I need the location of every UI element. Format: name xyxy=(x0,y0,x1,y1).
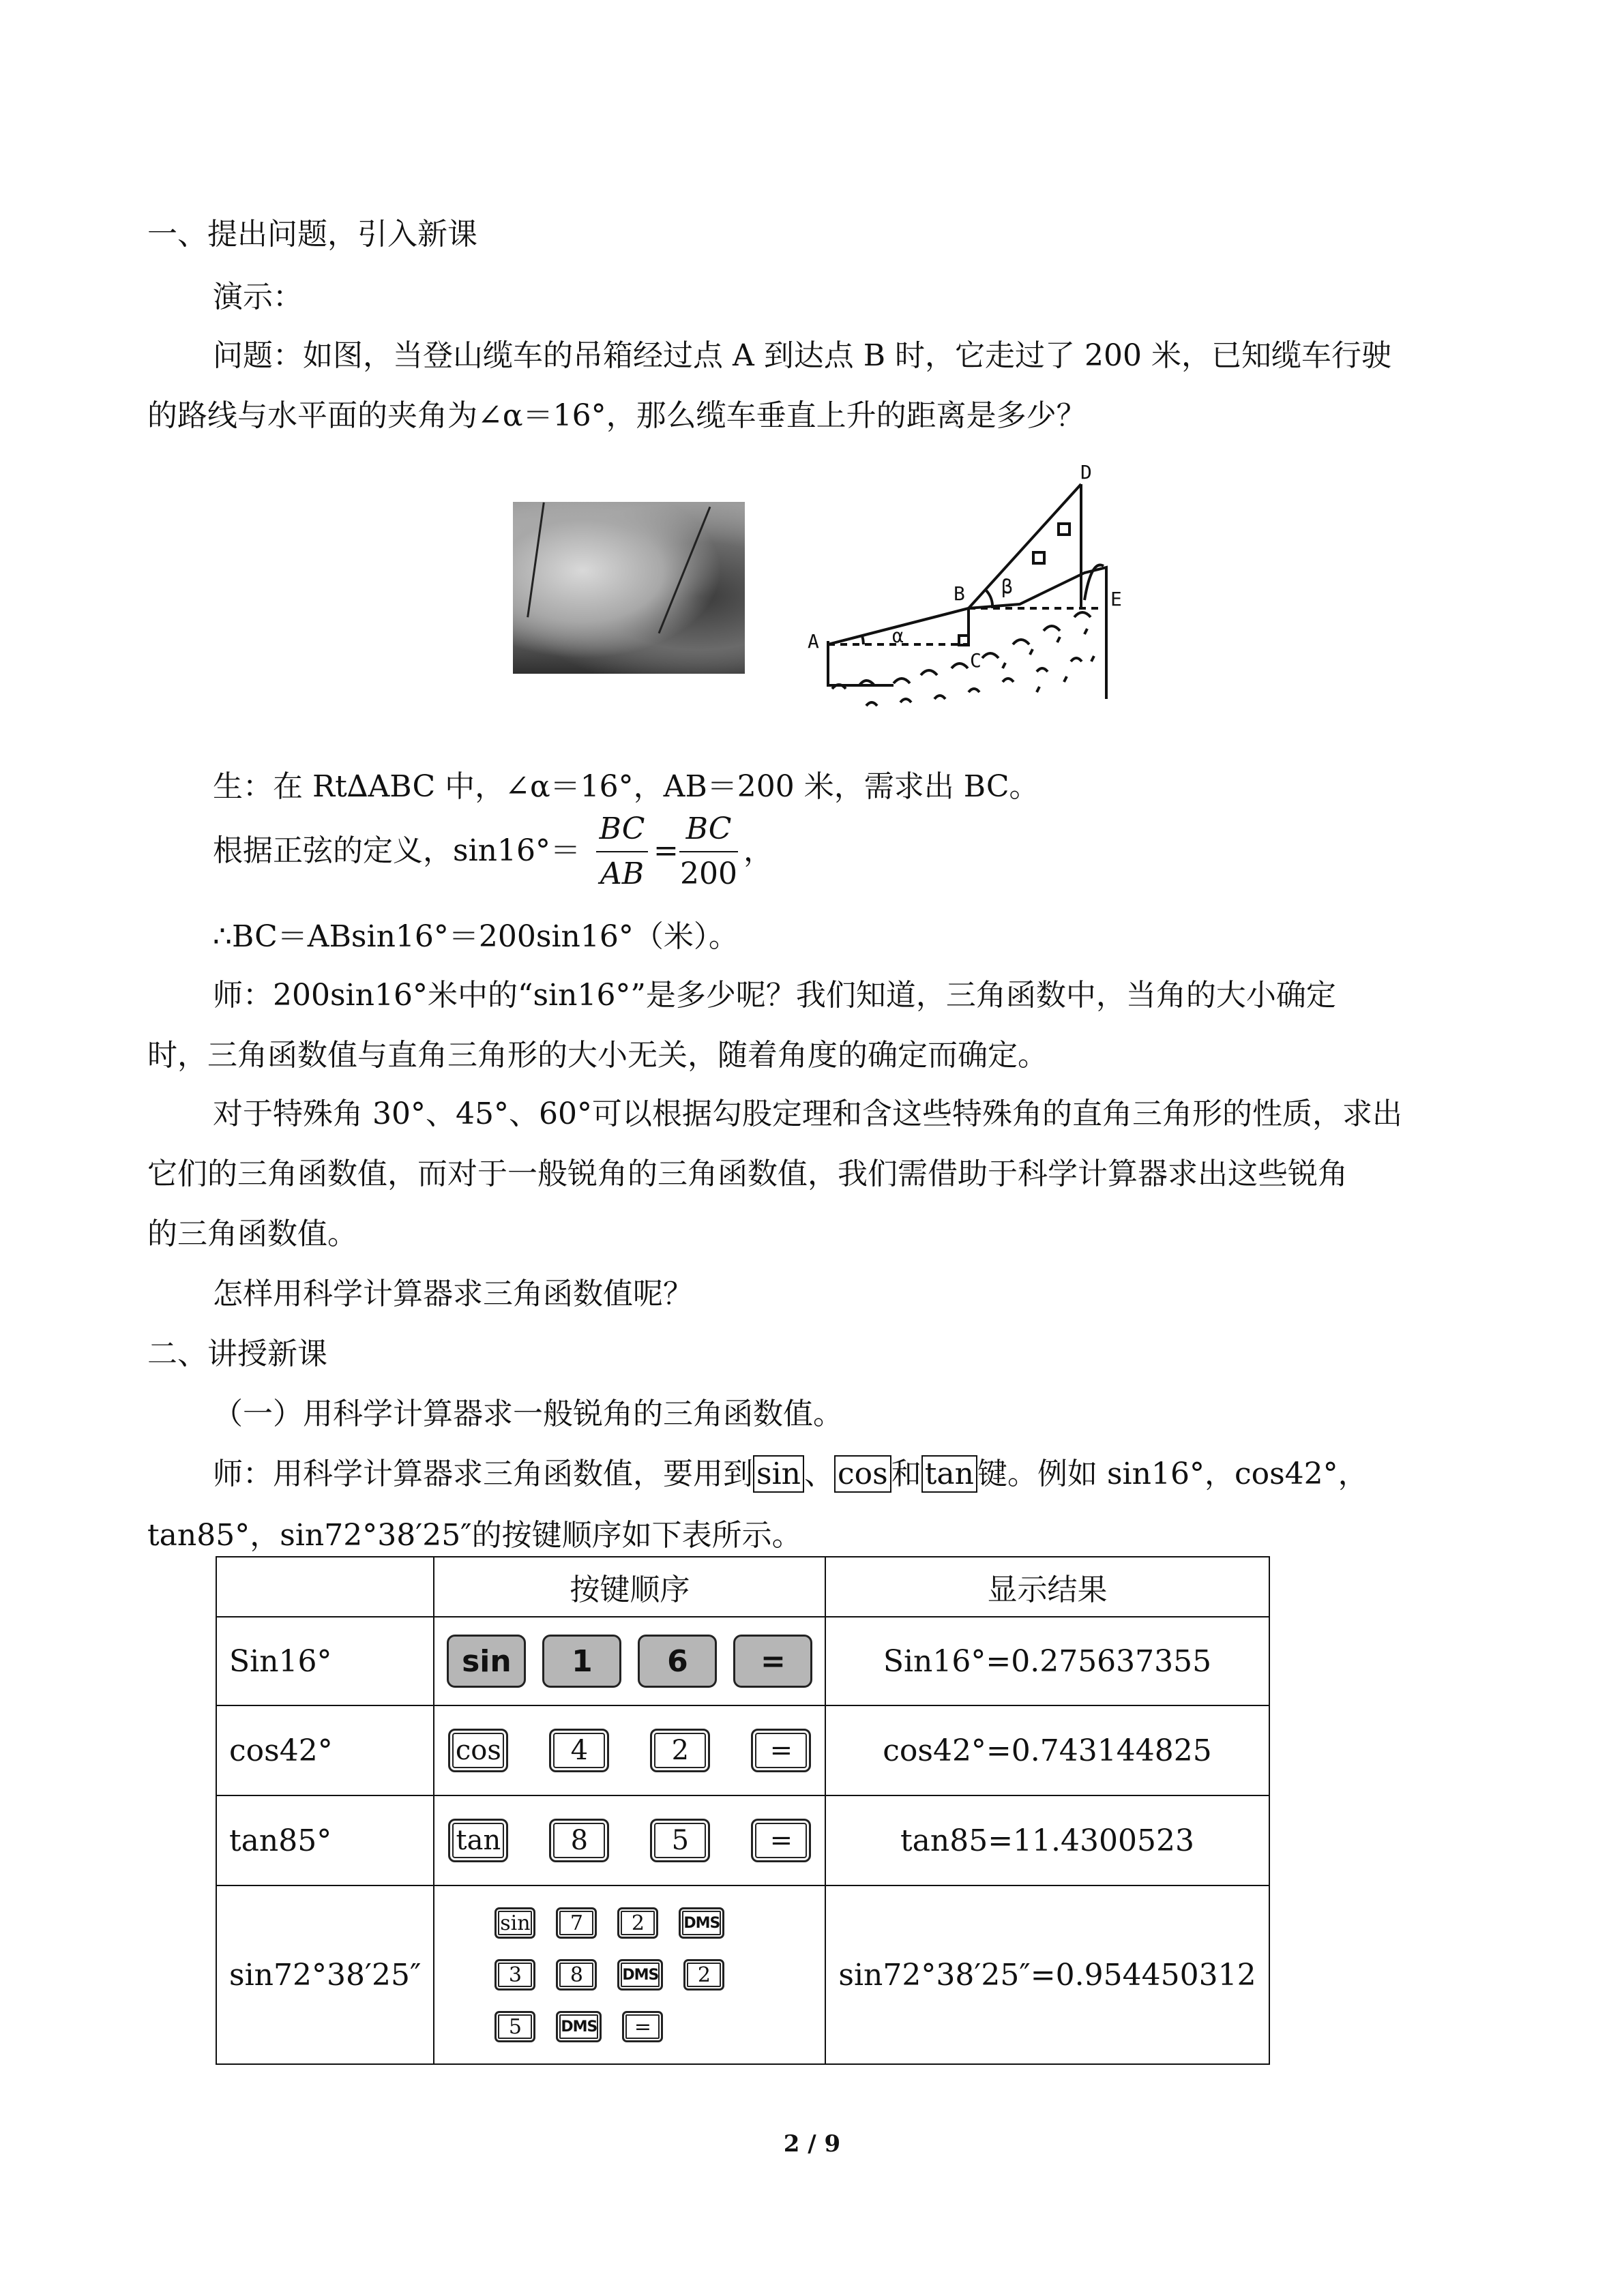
fraction-bc-ab-denominator: AB xyxy=(600,856,645,891)
section2-heading: 二、讲授新课 xyxy=(147,1337,327,1371)
teacher-line-2: 时，三角函数值与直角三角形的大小无关，随着角度的确定而确定。 xyxy=(147,1038,1048,1073)
row-result: cos42°=0.743144825 xyxy=(825,1705,1269,1795)
key-6: 6 xyxy=(638,1635,717,1688)
label-e: E xyxy=(1110,588,1122,610)
row-label: sin72°38′25″ xyxy=(216,1885,434,2064)
fraction-equals: = xyxy=(653,833,679,868)
subsection-1: （一）用科学计算器求一般锐角的三角函数值。 xyxy=(213,1397,843,1431)
keys-intro-line-1 xyxy=(213,1454,1368,1495)
demo-label: 演示： xyxy=(213,280,303,314)
key-sequence xyxy=(434,1705,825,1795)
table-header-result: 显示结果 xyxy=(825,1557,1269,1617)
special-angles-line-1: 对于特殊角 30°、45°、60°可以根据勾股定理和含这些特殊角的直角三角形的性质，求出 xyxy=(213,1097,1402,1131)
key-tan-inline: tan xyxy=(921,1455,977,1493)
key-7: 7 xyxy=(556,1907,597,1939)
table-row xyxy=(216,1885,1269,2064)
label-alpha: α xyxy=(892,625,904,647)
cable-car-photo xyxy=(513,502,745,674)
section1-heading: 一、提出问题，引入新课 xyxy=(147,217,477,252)
table-header-blank xyxy=(216,1557,434,1617)
key-sin: sin xyxy=(447,1635,526,1688)
table-row xyxy=(216,1617,1269,1705)
fraction-bc-200-numerator: BC xyxy=(685,811,732,846)
fraction-bc-ab xyxy=(596,809,648,895)
key-dms: DMS xyxy=(556,2011,602,2042)
key-tan: tan xyxy=(448,1819,508,1862)
keys-intro-suffix: 键。例如 sin16°，cos42°， xyxy=(977,1457,1368,1491)
problem-line-1: 问题：如图，当登山缆车的吊箱经过点 A 到达点 B 时，它走过了 200 米，已知缆车行驶 xyxy=(213,338,1392,373)
keys-intro-sep-2: 和 xyxy=(891,1457,921,1491)
key-5: 5 xyxy=(494,2011,535,2042)
key-2: 2 xyxy=(683,1959,724,1991)
key-equals: = xyxy=(751,1729,811,1772)
row-label: Sin16° xyxy=(216,1617,434,1705)
key-dms: DMS xyxy=(679,1907,724,1939)
teacher-line-1: 师：200sin16°米中的“sin16°”是多少呢？我们知道，三角函数中，当角的大小确定 xyxy=(213,978,1336,1013)
row-label: tan85° xyxy=(216,1795,434,1885)
key-3: 3 xyxy=(494,1959,535,1991)
key-equals: = xyxy=(622,2011,663,2042)
label-d: D xyxy=(1080,464,1092,483)
key-sequence-table xyxy=(216,1556,1270,2065)
key-2: 2 xyxy=(650,1729,710,1772)
row-result: Sin16°=0.275637355 xyxy=(825,1617,1269,1705)
key-4: 4 xyxy=(549,1729,609,1772)
row-result: sin72°38′25″=0.954450312 xyxy=(825,1885,1269,2064)
sine-definition xyxy=(213,831,580,871)
key-8: 8 xyxy=(556,1959,597,1991)
therefore-line: ∴BC＝ABsin16°＝200sin16°（米）。 xyxy=(213,919,739,954)
cable-car-diagram xyxy=(798,464,1139,723)
fraction-bc-200-denominator: 200 xyxy=(680,856,737,891)
label-b: B xyxy=(954,582,965,605)
key-1: 1 xyxy=(542,1635,621,1688)
table-row xyxy=(216,1705,1269,1795)
key-8: 8 xyxy=(549,1819,609,1862)
key-5: 5 xyxy=(650,1819,710,1862)
key-cos: cos xyxy=(448,1729,508,1772)
question-line: 怎样用科学计算器求三角函数值呢？ xyxy=(213,1277,693,1311)
special-angles-line-3: 的三角函数值。 xyxy=(147,1217,357,1251)
key-sequence xyxy=(434,1885,825,2064)
fraction-bc-ab-numerator: BC xyxy=(599,811,645,846)
key-2: 2 xyxy=(617,1907,658,1939)
keys-intro-prefix: 师：用科学计算器求三角函数值，要用到 xyxy=(213,1457,753,1491)
page-number: 2 / 9 xyxy=(783,2130,841,2158)
table-header-key-order: 按键顺序 xyxy=(434,1557,825,1617)
keys-intro-sep-1: 、 xyxy=(804,1457,834,1491)
row-result: tan85=11.4300523 xyxy=(825,1795,1269,1885)
key-sin-inline: sin xyxy=(753,1455,804,1493)
key-sin: sin xyxy=(494,1907,535,1939)
key-cos-inline: cos xyxy=(834,1455,891,1493)
fraction-bc-200 xyxy=(679,809,738,895)
problem-line-2: 的路线与水平面的夹角为∠α＝16°，那么缆车垂直上升的距离是多少？ xyxy=(147,398,1087,433)
student-line: 生：在 Rt∆ABC 中，∠α＝16°，AB＝200 米，需求出 BC。 xyxy=(213,769,1039,804)
keys-intro-line-2: tan85°，sin72°38′25″的按键顺序如下表所示。 xyxy=(147,1518,802,1553)
key-dms: DMS xyxy=(617,1959,663,1991)
special-angles-line-2: 它们的三角函数值，而对于一般锐角的三角函数值，我们需借助于科学计算器求出这些锐角 xyxy=(147,1157,1348,1191)
key-sequence xyxy=(434,1617,825,1705)
label-a: A xyxy=(808,630,819,653)
key-sequence xyxy=(434,1795,825,1885)
sine-def-suffix: ， xyxy=(743,833,773,868)
table-row xyxy=(216,1795,1269,1885)
sine-def-prefix: 根据正弦的定义，sin16°＝ xyxy=(213,833,580,868)
key-equals: = xyxy=(751,1819,811,1862)
label-beta: β xyxy=(1001,576,1013,598)
table-header-row xyxy=(216,1557,1269,1617)
row-label: cos42° xyxy=(216,1705,434,1795)
key-equals: = xyxy=(733,1635,812,1688)
label-c: C xyxy=(970,649,981,672)
